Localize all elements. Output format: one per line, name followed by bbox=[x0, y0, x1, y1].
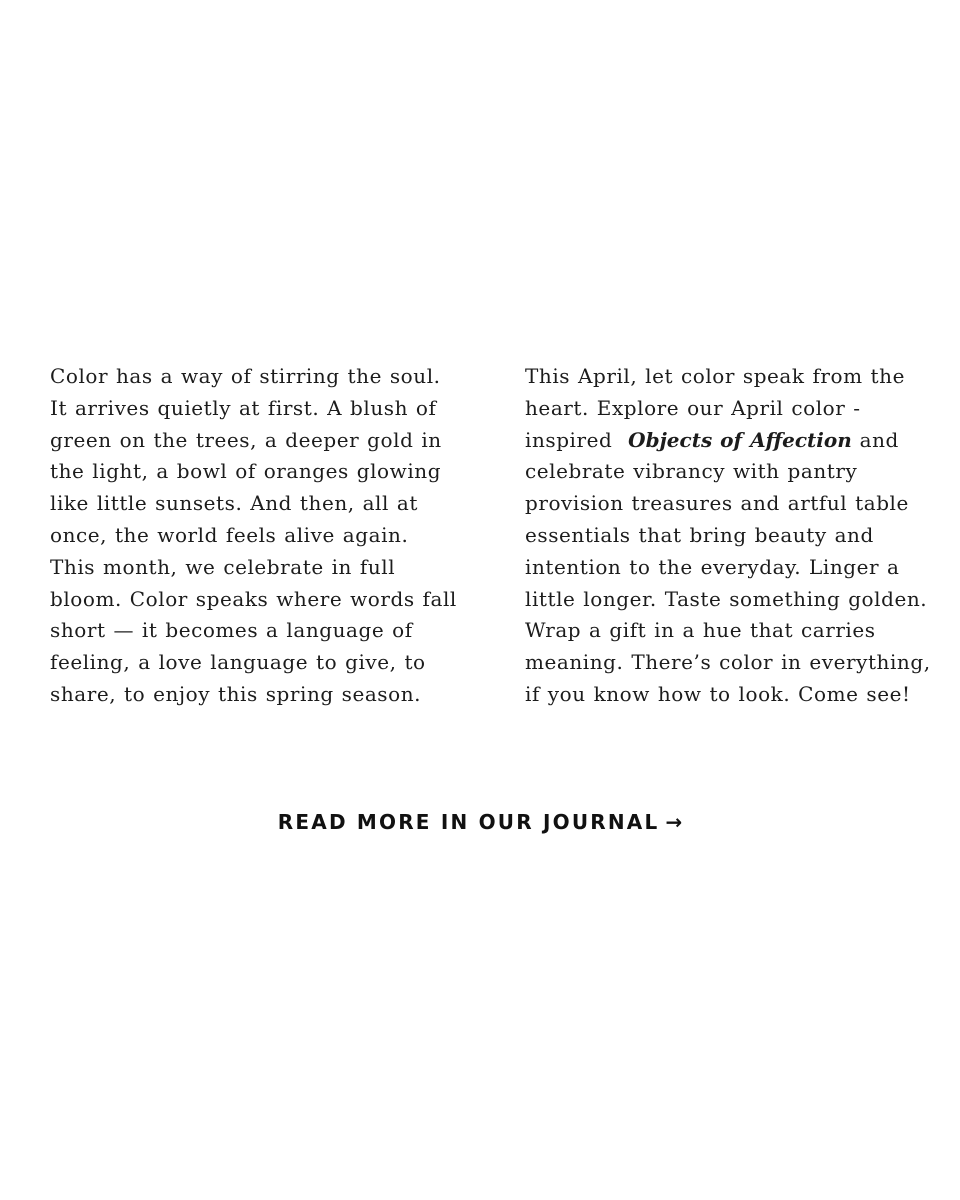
article-paragraph-right bbox=[525, 361, 930, 711]
paragraph-line: if you know how to look. Come see! bbox=[525, 681, 911, 706]
paragraph-line bbox=[525, 425, 930, 457]
article-columns bbox=[50, 361, 930, 711]
paragraph-line: intention to the everyday. Linger a bbox=[525, 554, 900, 579]
article-paragraph-left bbox=[50, 361, 457, 711]
paragraph-text: inspired bbox=[525, 427, 629, 452]
paragraph-line: This April, let color speak from the bbox=[525, 364, 905, 388]
paragraph-line: share, to enjoy this spring season. bbox=[50, 681, 422, 706]
paragraph-line: heart. Explore our April color - bbox=[525, 395, 861, 420]
paragraph-line: once, the world feels alive again. bbox=[50, 522, 409, 547]
paragraph-line: Wrap a gift in a hue that carries bbox=[525, 618, 876, 643]
paragraph-line: feeling, a love language to give, to bbox=[50, 650, 426, 675]
read-more-journal-link[interactable] bbox=[0, 810, 960, 834]
paragraph-line: It arrives quietly at first. A blush of bbox=[50, 395, 437, 420]
paragraph-text: and bbox=[851, 427, 899, 452]
read-more-label: READ MORE IN OUR JOURNAL bbox=[277, 810, 660, 834]
collection-name: Objects of Affection bbox=[628, 427, 852, 452]
paragraph-line: bloom. Color speaks where words fall bbox=[50, 586, 457, 611]
paragraph-line: celebrate vibrancy with pantry bbox=[525, 459, 858, 484]
paragraph-line: like little sunsets. And then, all at bbox=[50, 491, 418, 516]
paragraph-line: This month, we celebrate in full bbox=[50, 554, 396, 579]
paragraph-line: the light, a bowl of oranges glowing bbox=[50, 459, 442, 484]
arrow-right-icon: → bbox=[665, 810, 683, 834]
paragraph-line: Color has a way of stirring the soul. bbox=[50, 364, 441, 388]
paragraph-line: little longer. Taste something golden. bbox=[525, 586, 928, 611]
paragraph-line: green on the trees, a deeper gold in bbox=[50, 427, 442, 452]
paragraph-line: meaning. There’s color in everything, bbox=[525, 650, 931, 675]
paragraph-line: short — it becomes a language of bbox=[50, 618, 413, 643]
paragraph-line: provision treasures and artful table bbox=[525, 491, 909, 516]
paragraph-line: essentials that bring beauty and bbox=[525, 522, 874, 547]
